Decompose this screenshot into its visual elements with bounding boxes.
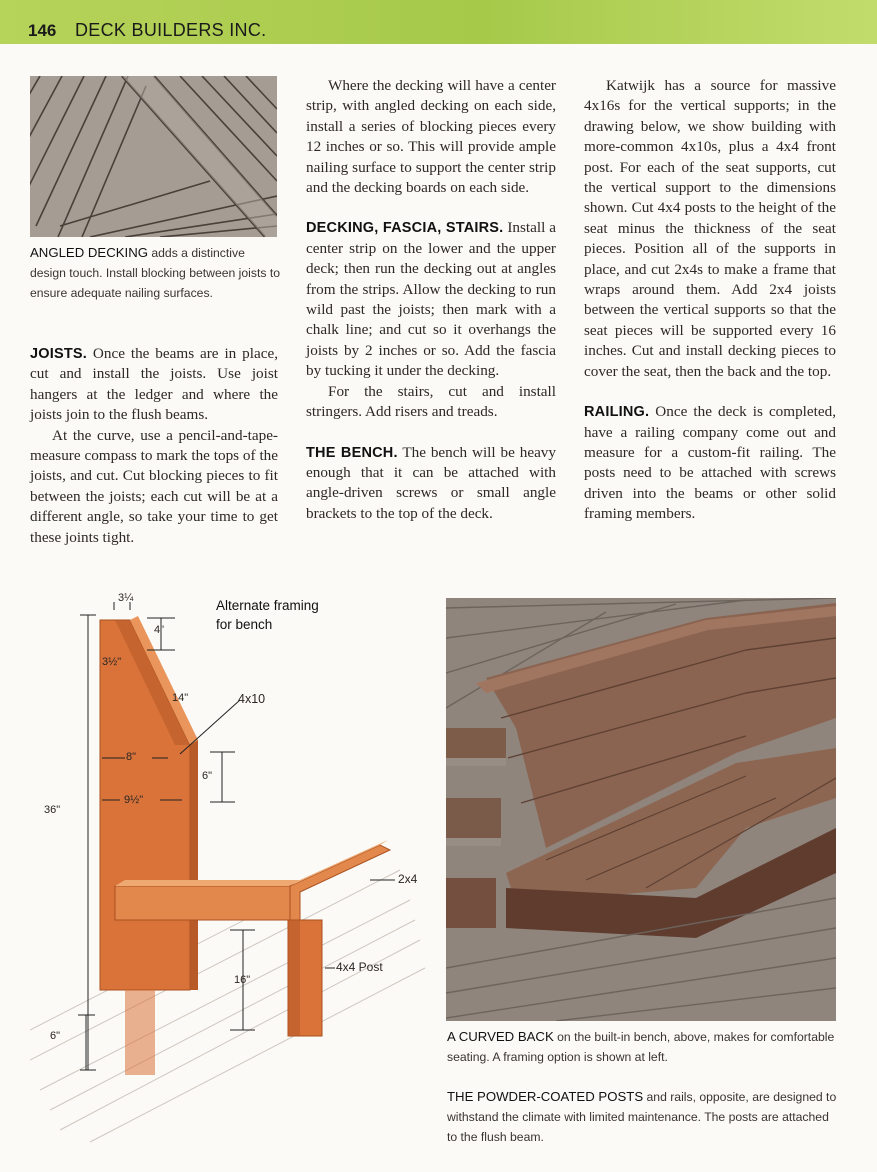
curved-bench-image [446, 598, 836, 1021]
posts-caption-text: and rails, opposite, are designed to withstand the climate with limited maintenance. The posts are attached to the flush beam. [447, 1090, 837, 1144]
decking-paragraph [306, 218, 556, 381]
dim-36: 36" [44, 804, 61, 816]
posts-caption-lead: THE POWDER-COATED POSTS [447, 1089, 644, 1104]
diagram-title-line2: for bench [216, 617, 273, 632]
diagram-title-line1: Alternate framing [216, 598, 319, 613]
dim-14: 14" [172, 692, 189, 704]
column-3 [584, 76, 836, 525]
header-band [0, 0, 877, 44]
curved-bench-photo [446, 598, 836, 1021]
dim-6: 6" [202, 770, 213, 782]
caption-lead: ANGLED DECKING [30, 245, 148, 260]
angled-decking-image [30, 76, 277, 237]
column-2 [306, 76, 556, 524]
curved-bench-caption [447, 1027, 837, 1067]
framing-drawing [30, 590, 430, 1150]
dim-4: 4" [154, 624, 165, 636]
running-head: DECK BUILDERS INC. [75, 20, 267, 40]
column-1 [30, 344, 278, 548]
dim-top: 3¼ [118, 592, 134, 604]
page-number: 146 [28, 21, 57, 40]
dim-6-bottom: 6" [50, 1030, 61, 1042]
bench-heading: THE BENCH. [306, 444, 398, 461]
dim-3half: 3½" [102, 656, 122, 668]
dim-9half: 9½" [124, 794, 144, 806]
bench-framing-diagram [30, 590, 430, 1150]
bench-caption-lead: A CURVED BACK [447, 1029, 554, 1044]
angled-decking-photo [30, 76, 280, 300]
katwijk-paragraph: Katwijk has a source for massive 4x16s for the vertical supports; in the drawing below, we show building with more-common 4x10s, plus a 4x4 front post. For each of the seat supports, cut the vertical support to the dimensions shown. Cut 4x4 posts to the height of the seat minus the thickness of the seat pieces. Position all of the supports in place, and cut 2x4s to make a frame that wraps around them. Add 2x4 joists between the vertical supports so that the seat pieces will be supported every 16 inches. Cut and install decking pieces to cover the seat, then the back and the top. [584, 77, 836, 380]
diagram-title [216, 596, 319, 634]
dim-16: 16" [234, 974, 251, 986]
bench-caption-text: on the built-in bench, above, makes for comfortable seating. A framing option is shown at left. [447, 1030, 835, 1064]
railing-paragraph [584, 402, 836, 524]
railing-text: Once the deck is completed, have a railing company come out and measure for a custom-fit railing. The posts need to be attached with screws driven into the beams or other solid framing members. [584, 403, 836, 523]
joists-paragraph [30, 344, 278, 426]
joists-text: Once the beams are in place, cut and install the joists. Use joist hangers at the ledger and where the joists join to the flush beams. [30, 345, 278, 424]
curve-paragraph: At the curve, use a pencil-and-tape-measure compass to mark the tops of the joists, and cut. Cut blocking pieces to fit between the joists; each cut will be at a different angle, so take your time to get these joints tight. [30, 426, 278, 546]
joists-heading: JOISTS. [30, 346, 87, 362]
railing-heading: RAILING. [584, 404, 650, 421]
caption-text: adds a distinctive design touch. Install blocking between joists to ensure adequate nailing surfaces. [30, 246, 280, 300]
decking-heading: DECKING, FASCIA, STAIRS. [306, 220, 504, 237]
dim-8: 8" [126, 751, 137, 763]
angled-decking-caption [30, 243, 282, 303]
bench-paragraph [306, 443, 556, 525]
label-4x10: 4x10 [238, 692, 266, 706]
bench-text: The bench will be heavy enough that it can be attached with angle-driven screws or small angle brackets to the top of the deck. [306, 443, 556, 522]
label-2x4: 2x4 [398, 872, 418, 886]
stairs-paragraph: For the stairs, cut and install stringers. Add risers and treads. [306, 382, 556, 421]
posts-caption [447, 1087, 839, 1147]
decking-text: Install a center strip on the lower and the upper deck; then run the decking out at angles from the strips. Allow the decking to run wild past the joists; then mark with a chalk line; and cut so it overhangs the joists by 2 inches or so. Add the fascia by tucking it under the decking. [306, 219, 556, 380]
label-4x4-post: 4x4 Post [336, 960, 383, 974]
center-strip-paragraph: Where the decking will have a center strip, with angled decking on each side, install a series of blocking pieces every 12 inches or so. This will provide ample nailing surface to support the center strip and the decking boards on each side. [306, 77, 556, 197]
